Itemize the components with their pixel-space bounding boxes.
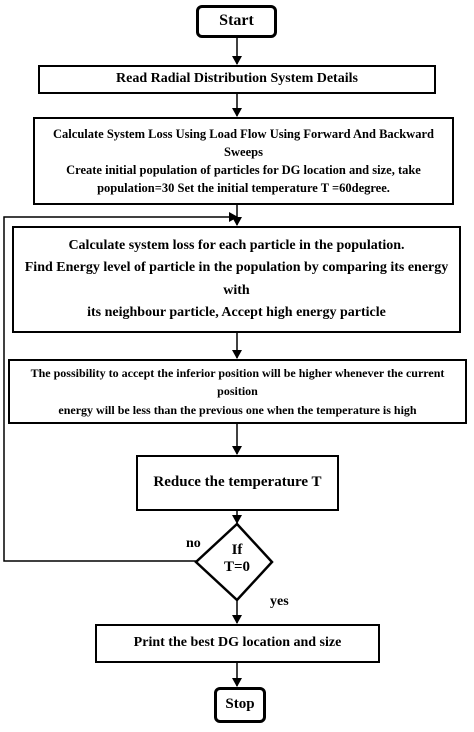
reduce-temperature-label: Reduce the temperature T [153,474,322,491]
calc-init-line2: Create initial population of particles for DG location and size, take [66,163,421,177]
calc-init-line3: population=30 Set the initial temperature T =60degree. [97,181,390,196]
calc-init-line1: Calculate System Loss Using Load Flow Using Forward And Backward Sweeps [53,126,434,159]
read-details-process [38,65,436,94]
yes-branch-label: yes [270,594,289,609]
decision-line2: T=0 [223,559,251,576]
decision-text [212,542,262,577]
calc-init-process [33,117,454,205]
start-label: Start [219,12,254,30]
print-best-label: Print the best DG location and size [133,635,342,651]
possibility-line2: energy will be less than the previous one when the temperature is high [58,402,417,417]
stop-terminal [214,687,266,723]
possibility-line1: The possibility to accept the inferior position will be higher whenever the current position [30,365,445,399]
loss-energy-process [12,226,461,333]
print-best-process [95,624,380,663]
stop-label: Stop [225,696,255,713]
loss-energy-line3: its neighbour particle, Accept high energy particle [87,304,386,320]
loss-energy-line1: Calculate system loss for each particle in the population. [68,237,405,253]
loss-energy-line2: Find Energy level of particle in the population by comparing its energy with [24,260,449,298]
decision-line1: If [231,542,243,558]
read-details-label: Read Radial Distribution System Details [116,71,358,87]
start-terminal [196,5,277,38]
reduce-temperature-process [136,455,339,511]
no-branch-label: no [186,536,201,551]
possibility-process [8,359,467,424]
